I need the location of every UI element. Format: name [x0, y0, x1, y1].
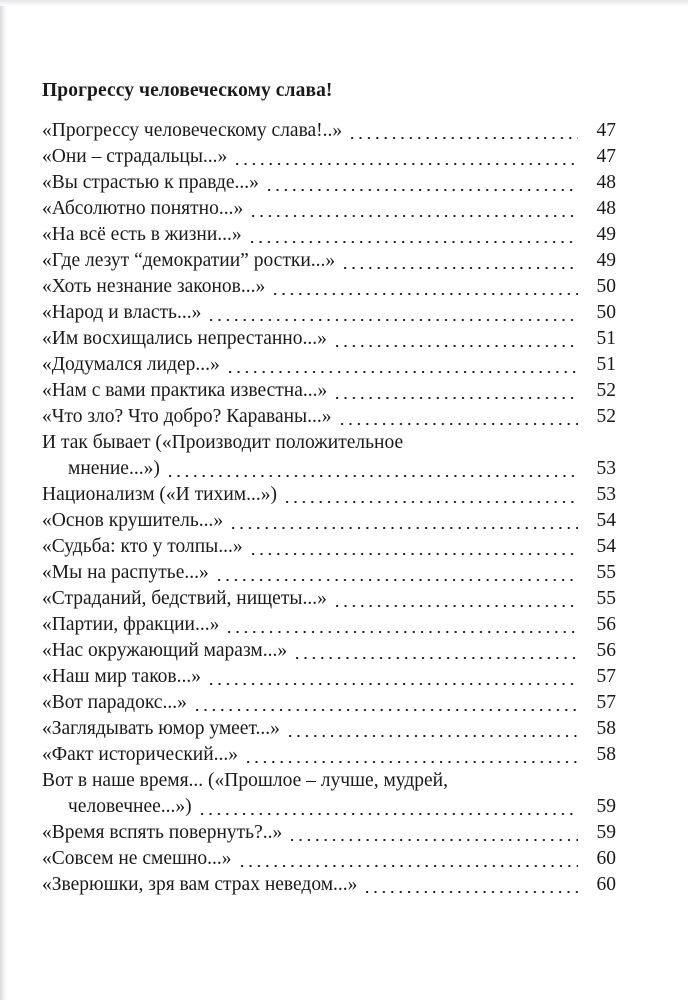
toc-entry-page-number: 57	[596, 666, 616, 687]
dot-leader	[247, 748, 578, 767]
toc-entry[interactable]	[42, 612, 616, 638]
toc-entry[interactable]	[42, 300, 616, 326]
toc-entry-page-number: 56	[596, 640, 616, 661]
toc-entry[interactable]	[42, 768, 616, 794]
toc-entry[interactable]	[42, 144, 616, 170]
toc-entry-page-number: 53	[596, 484, 616, 505]
dot-leader	[236, 150, 578, 169]
toc-entry-page-number: 54	[596, 536, 616, 557]
dot-leader	[169, 462, 578, 481]
toc-entry-page-number: 50	[596, 302, 616, 323]
toc-entry-page-number: 52	[596, 406, 616, 427]
toc-entry-page-number: 48	[596, 198, 616, 219]
toc-entry-title: «Заглядывать юмор умеет...»	[42, 718, 280, 739]
toc-entry-page-number: 60	[596, 874, 616, 895]
toc-entry-title: «Факт исторический...»	[42, 744, 239, 765]
toc-entry-page-number: 52	[596, 380, 616, 401]
toc-entry-title: «Им восхищались непрестанно...»	[42, 328, 327, 349]
toc-entry-continuation[interactable]	[42, 794, 616, 820]
toc-entry-page-number: 59	[596, 822, 616, 843]
toc-entry-page-number: 54	[596, 510, 616, 531]
dot-leader	[232, 514, 578, 533]
toc-entry-title: «Абсолютно понятно...»	[42, 198, 244, 219]
toc-entry[interactable]	[42, 118, 616, 144]
toc-entry-title: «Вот парадокс...»	[42, 692, 187, 713]
toc-entry-page-number: 47	[596, 120, 616, 141]
dot-leader	[251, 228, 578, 247]
toc-entry-title: «Прогрессу человеческому слава!..»	[42, 120, 343, 141]
toc-entry-page-number: 49	[596, 250, 616, 271]
toc-entry-title: И так бывает («Производит положительное	[42, 432, 404, 453]
dot-leader	[210, 670, 578, 689]
toc-entry[interactable]	[42, 716, 616, 742]
section-title: Прогрессу человеческому слава!	[42, 80, 333, 101]
toc-entry[interactable]	[42, 248, 616, 274]
toc-entry[interactable]	[42, 404, 616, 430]
toc-entry-page-number: 60	[596, 848, 616, 869]
dot-leader	[286, 488, 578, 507]
dot-leader	[291, 826, 578, 845]
dot-leader	[252, 202, 578, 221]
toc-entry[interactable]	[42, 534, 616, 560]
toc-entry[interactable]	[42, 352, 616, 378]
dot-leader	[228, 618, 578, 637]
toc-entry[interactable]	[42, 326, 616, 352]
dot-leader	[336, 592, 578, 611]
dot-leader	[229, 358, 578, 377]
toc-entry-title: «Что зло? Что добро? Караваны...»	[42, 406, 332, 427]
toc-entry-title: «Хоть незнание законов...»	[42, 276, 266, 297]
dot-leader	[201, 800, 578, 819]
dot-leader	[336, 384, 578, 403]
dot-leader	[289, 722, 578, 741]
toc-entry-title: «Совсем не смешно...»	[42, 848, 232, 869]
toc-entry[interactable]	[42, 170, 616, 196]
dot-leader	[252, 540, 578, 559]
toc-entry-page-number: 58	[596, 718, 616, 739]
toc-entry-title: Вот в наше время... («Прошлое – лучше, мудрей,	[42, 770, 448, 791]
toc-entry-page-number: 55	[596, 562, 616, 583]
toc-entry-title: «Партии, фракции...»	[42, 614, 220, 635]
dot-leader	[344, 254, 578, 273]
toc-entry-page-number: 47	[596, 146, 616, 167]
toc-entry-page-number: 56	[596, 614, 616, 635]
toc-entry-page-number: 59	[596, 796, 616, 817]
toc-entry-continuation[interactable]	[42, 456, 616, 482]
toc-entry-page-number: 48	[596, 172, 616, 193]
toc-entry-title: Национализм («И тихим...»)	[42, 484, 277, 505]
toc-entry-title: «Зверюшки, зря вам страх неведом...»	[42, 874, 358, 895]
toc-entry-title: «Додумался лидер...»	[42, 354, 220, 375]
dot-leader	[218, 566, 578, 585]
toc-entry-page-number: 51	[596, 328, 616, 349]
dot-leader	[241, 852, 578, 871]
toc-entry[interactable]	[42, 196, 616, 222]
toc-entry-title: «Они – страдальцы...»	[42, 146, 228, 167]
toc-entry[interactable]	[42, 846, 616, 872]
toc-entry[interactable]	[42, 872, 616, 898]
toc-entry-title: «Народ и власть...»	[42, 302, 202, 323]
toc-entry[interactable]	[42, 482, 616, 508]
dot-leader	[268, 176, 578, 195]
dot-leader	[341, 410, 578, 429]
toc-entry-title: «Мы на распутье...»	[42, 562, 209, 583]
toc-entry-page-number: 50	[596, 276, 616, 297]
toc-entry-title: «Наш мир таков...»	[42, 666, 202, 687]
toc-entry-title: «Где лезут “демократии” ростки...»	[42, 250, 336, 271]
toc-entry-title: человечнее...»)	[68, 796, 192, 817]
toc-entry-title: «Судьба: кто у толпы...»	[42, 536, 243, 557]
toc-entry[interactable]	[42, 742, 616, 768]
toc-entry[interactable]	[42, 508, 616, 534]
toc-entry-title: «Вы страстью к правде...»	[42, 172, 259, 193]
toc-entry[interactable]	[42, 820, 616, 846]
toc-entry[interactable]	[42, 664, 616, 690]
toc-entry-page-number: 51	[596, 354, 616, 375]
toc-entry-page-number: 57	[596, 692, 616, 713]
toc-entry-title: «Нам с вами практика известна...»	[42, 380, 328, 401]
toc-entry[interactable]	[42, 274, 616, 300]
toc-entry[interactable]	[42, 430, 616, 456]
toc-entry-title: «На всё есть в жизни...»	[42, 224, 242, 245]
dot-leader	[336, 332, 578, 351]
toc-entry-title: «Страданий, бедствий, нищеты...»	[42, 588, 327, 609]
toc-entry-page-number: 58	[596, 744, 616, 765]
toc-entry-page-number: 49	[596, 224, 616, 245]
dot-leader	[296, 644, 578, 663]
toc-entry-page-number: 55	[596, 588, 616, 609]
toc-entry-title: «Нас окружающий маразм...»	[42, 640, 288, 661]
toc-entry-title: «Основ крушитель...»	[42, 510, 224, 531]
toc-entry-title: «Время вспять повернуть?..»	[42, 822, 283, 843]
toc-entry[interactable]	[42, 586, 616, 612]
toc-entry[interactable]	[42, 560, 616, 586]
toc-entry-page-number: 53	[596, 458, 616, 479]
dot-leader	[366, 878, 578, 897]
toc-entry[interactable]	[42, 638, 616, 664]
dot-leader	[351, 124, 578, 143]
dot-leader	[210, 306, 578, 325]
toc-entry[interactable]	[42, 222, 616, 248]
dot-leader	[196, 696, 578, 715]
toc-list	[42, 118, 616, 898]
dot-leader	[274, 280, 578, 299]
toc-entry[interactable]	[42, 690, 616, 716]
toc-entry-title: мнение...»)	[68, 458, 160, 479]
toc-entry[interactable]	[42, 378, 616, 404]
